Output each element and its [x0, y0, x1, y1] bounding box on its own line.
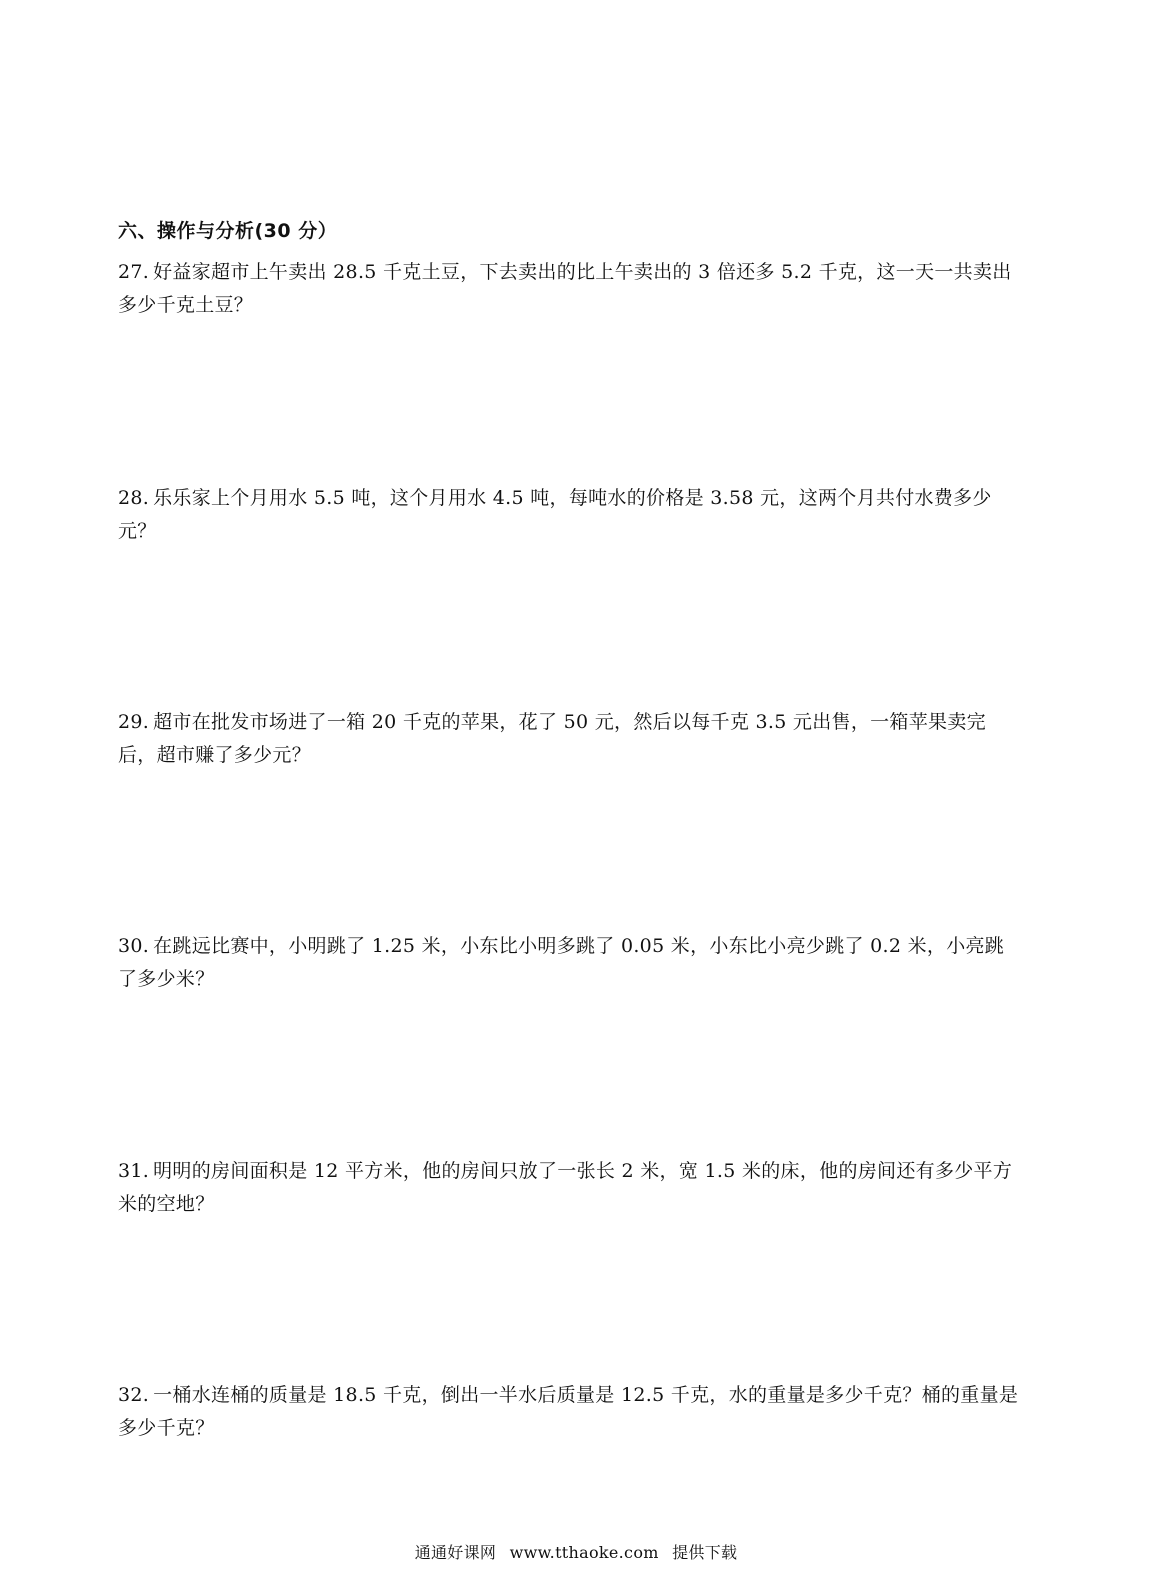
page-footer: [0, 1540, 1152, 1563]
question-text: 超市在批发市场进了一箱 20 千克的苹果，花了 50 元，然后以每千克 3.5 元出售，一箱苹果卖完后，超市赚了多少元？: [118, 711, 986, 766]
section-title: 六、操作与分析(30 分）: [118, 220, 338, 242]
question-32: [118, 1379, 1023, 1445]
question-number: 31.: [118, 1160, 150, 1182]
footer-site-name: 通通好课网: [414, 1543, 497, 1562]
footer-url[interactable]: www.tthaoke.com: [509, 1543, 659, 1562]
question-number: 27.: [118, 261, 150, 283]
question-text: 乐乐家上个月用水 5.5 吨，这个月用水 4.5 吨，每吨水的价格是 3.58 元，这两个月共付水费多少元？: [118, 487, 992, 542]
question-text: 一桶水连桶的质量是 18.5 千克，倒出一半水后质量是 12.5 千克，水的重量是多少千克？桶的重量是多少千克？: [118, 1384, 1019, 1439]
question-number: 29.: [118, 711, 150, 733]
question-number: 30.: [118, 935, 150, 957]
question-28: [118, 482, 1023, 548]
question-text: 在跳远比赛中，小明跳了 1.25 米，小东比小明多跳了 0.05 米，小东比小亮少跳了 0.2 米，小亮跳了多少米？: [118, 935, 1005, 990]
question-30: [118, 930, 1023, 996]
question-27: [118, 256, 1023, 322]
question-text: 好益家超市上午卖出 28.5 千克土豆，下去卖出的比上午卖出的 3 倍还多 5.2 千克，这一天一共卖出多少千克土豆？: [118, 261, 1012, 316]
question-31: [118, 1155, 1023, 1221]
question-29: [118, 706, 1023, 772]
question-text: 明明的房间面积是 12 平方米，他的房间只放了一张长 2 米，宽 1.5 米的床，他的房间还有多少平方米的空地？: [118, 1160, 1013, 1215]
footer-note: 提供下载: [672, 1543, 738, 1562]
question-number: 28.: [118, 487, 150, 509]
question-number: 32.: [118, 1384, 150, 1406]
